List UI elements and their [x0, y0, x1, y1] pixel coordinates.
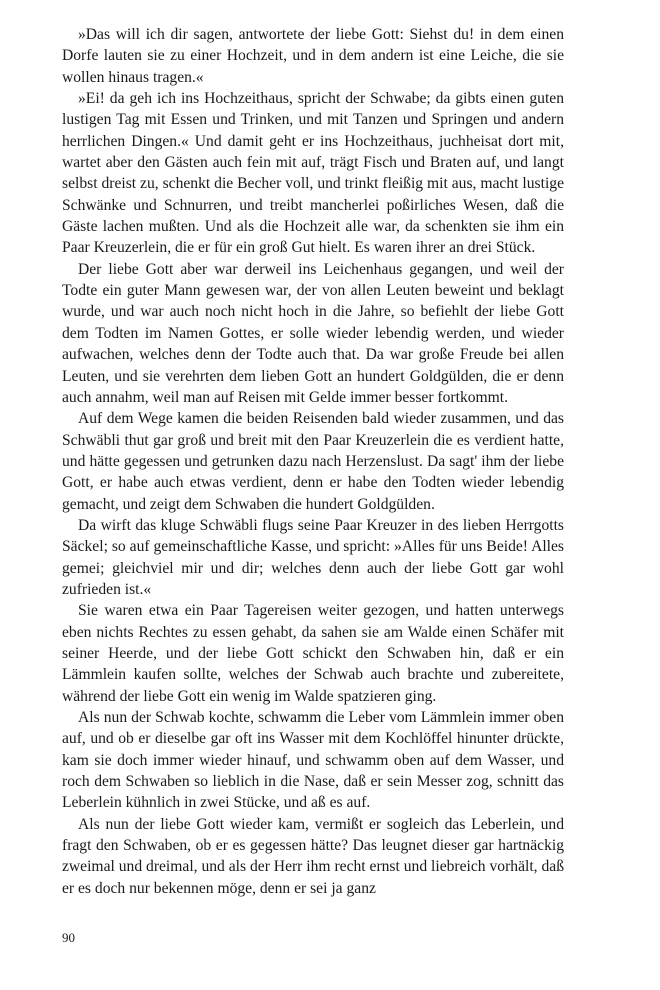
paragraph-6: Sie waren etwa ein Paar Tagereisen weiter gezogen, und hatten unterwegs eben nichts Rechtes zu essen gehabt, da sahen sie am Walde einen Schäfer mit seiner Heerde, und der liebe Gott schickt den Schwaben hin, daß er ein Lämmlein kaufen sollte, welches der Schwab auch brachte und zubereitete, während der liebe Gott ein wenig im Walde spatzieren ging. [62, 602, 564, 705]
paragraph-1: »Das will ich dir sagen, antwortete der liebe Gott: Siehst du! in dem einen Dorfe lauten sie zu einer Hochzeit, und in dem andern ist eine Leiche, die sie wollen hinaus tragen.« [62, 26, 564, 86]
paragraph-3: Der liebe Gott aber war derweil ins Leichenhaus gegangen, und weil der Todte ein guter Mann gewesen war, der von allen Leuten beweint und beklagt wurde, und war auch noch nicht hoch in die Jahre, so befiehlt der liebe Gott dem Todten im Namen Gottes, er solle wieder lebendig werden, und wieder aufwachen, welches denn der Todte auch that. Da war große Freude bei allen Leuten, und sie verehrten dem lieben Gott an hundert Goldgülden, die er denn auch annahm, weil man auf Reisen mit Gelde immer besser fortkommt. [62, 260, 564, 406]
paragraph-4: Auf dem Wege kamen die beiden Reisenden bald wieder zusammen, und das Schwäbli thut gar groß und breit mit den Paar Kreuzerlein die es verdient hatte, und hätte gegessen und getrunken dazu nach Herzenslust. Da sagt' ihm der liebe Gott, er habe auch etwas verdient, denn er habe den Todten wieder lebendig gemacht, und zeigt dem Schwaben die hundert Goldgülden. [62, 410, 564, 513]
paragraph-2: »Ei! da geh ich ins Hochzeithaus, spricht der Schwabe; da gibts einen guten lustigen Tag mit Essen und Trinken, und mit Tanzen und Springen und andern herrlichen Dingen.« Und damit geht er ins Hochzeithaus, juchheisat dort mit, wartet aber den Gästen auch fein mit auf, trägt Fisch und Braten auf, und langt selbst dreist zu, schenkt die Becher voll, und trinkt fleißig mit aus, macht lustige Schwänke und Schnurren, und treibt mancherlei poßirliches Wesen, daß die Gäste lachen mußten. Und als die Hochzeit alle war, da schenkten sie ihm ein Paar Kreuzerlein, die er für ein groß Gut hielt. Es waren ihrer an drei Stück. [62, 90, 564, 257]
paragraph-7: Als nun der Schwab kochte, schwamm die Leber vom Lämmlein immer oben auf, und ob er dieselbe gar oft ins Wasser mit dem Kochlöffel hinunter drückte, kam sie doch immer wieder hinauf, und schwamm oben auf dem Wasser, und roch dem Schwaben so lieblich in die Nase, daß er sein Messer zog, schnitt das Leberlein kühnlich in zwei Stücke, und aß es auf. [62, 709, 564, 812]
body-text [62, 24, 564, 899]
paragraph-8: Als nun der liebe Gott wieder kam, vermißt er sogleich das Leberlein, und fragt den Schwaben, ob er es gegessen hätte? Das leugnet dieser gar hartnäckig zweimal und dreimal, und als der Herr ihm recht ernst und liebreich vorhält, daß er es doch nur bekennen möge, denn er sei ja ganz [62, 815, 564, 897]
paragraph-5: Da wirft das kluge Schwäbli flugs seine Paar Kreuzer in des lieben Herrgotts Säckel; so auf gemeinschaftliche Kasse, und spricht: »Alles für uns Beide! Alles gemei; gleichviel mir und dir; welches denn auch der liebe Gott gar wohl zufrieden ist.« [62, 516, 564, 598]
page-number: 90 [62, 930, 75, 945]
